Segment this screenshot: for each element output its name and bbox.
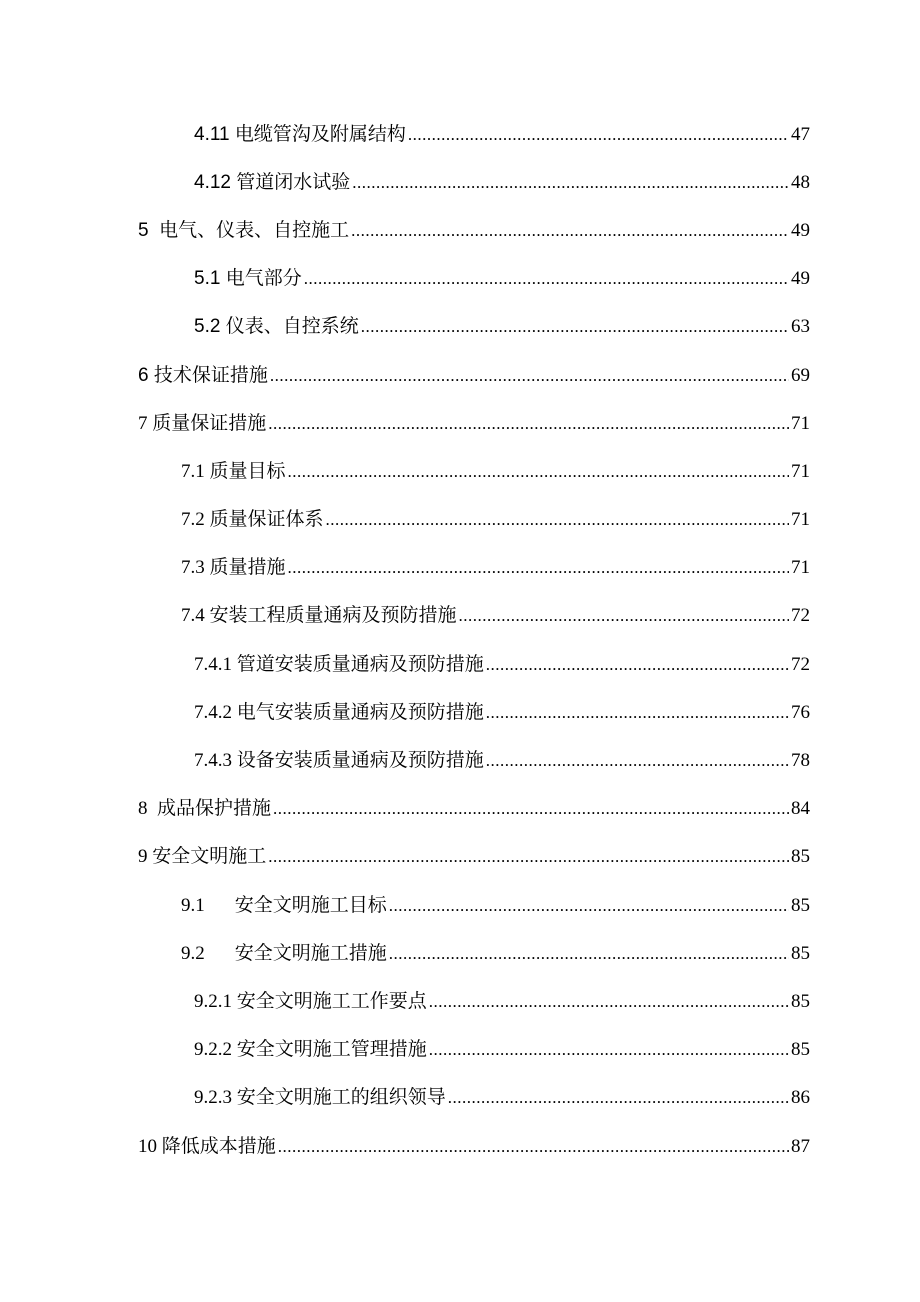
toc-entry[interactable]	[138, 361, 810, 391]
toc-entry[interactable]	[138, 409, 810, 439]
toc-entry-page: 87	[791, 1136, 810, 1157]
toc-entry[interactable]	[194, 120, 810, 150]
toc-entry-page: 84	[791, 798, 810, 819]
toc-entry[interactable]	[194, 1035, 810, 1065]
toc-entry[interactable]	[194, 698, 810, 728]
toc-entry[interactable]	[181, 505, 810, 535]
dot-leader	[408, 120, 789, 150]
toc-entry-page: 71	[791, 461, 810, 482]
dot-leader	[288, 553, 789, 583]
toc-entry-label: 5.2 仪表、自控系统	[194, 316, 359, 337]
dot-leader	[389, 939, 789, 969]
toc-entry-label: 7.3 质量措施	[181, 557, 286, 578]
dot-leader	[268, 842, 789, 872]
toc-entry-label: 8 成品保护措施	[138, 798, 272, 819]
toc-entry-label: 7.4 安装工程质量通病及预防措施	[181, 605, 457, 626]
toc-entry[interactable]	[181, 553, 810, 583]
toc-entry[interactable]	[138, 842, 810, 872]
dot-leader	[273, 794, 789, 824]
dot-leader	[326, 505, 789, 535]
toc-entry-page: 85	[791, 895, 810, 916]
toc-entry-title: 安全文明施工目标	[234, 895, 387, 916]
toc-entry[interactable]	[194, 746, 810, 776]
toc-entry-page: 48	[791, 172, 810, 193]
toc-entry-label: 9.2.2 安全文明施工管理措施	[194, 1039, 427, 1060]
toc-entry-page: 85	[791, 1039, 810, 1060]
dot-leader	[448, 1083, 789, 1113]
dot-leader	[486, 746, 789, 776]
toc-entry-label: 5 电气、仪表、自控施工	[138, 220, 350, 241]
toc-entry-page: 85	[791, 991, 810, 1012]
toc-entry[interactable]	[181, 939, 810, 969]
toc-entry-number: 9.2	[181, 943, 205, 964]
dot-leader	[352, 168, 789, 198]
toc-entry[interactable]	[181, 601, 810, 631]
dot-leader	[459, 601, 789, 631]
dot-leader	[429, 1035, 789, 1065]
toc-entry-label	[181, 939, 387, 969]
dot-leader	[268, 409, 789, 439]
dot-leader	[278, 1132, 789, 1162]
toc-entry-number: 9.1	[181, 895, 205, 916]
toc-entry-label: 5.1 电气部分	[194, 268, 302, 289]
toc-entry-title: 安全文明施工措施	[234, 943, 387, 964]
toc-entry[interactable]	[194, 1083, 810, 1113]
toc-entry[interactable]	[138, 216, 810, 246]
toc-entry-label	[181, 891, 387, 921]
toc-entry-label: 7.4.3 设备安装质量通病及预防措施	[194, 750, 484, 771]
toc-entry-page: 76	[791, 702, 810, 723]
toc-entry-page: 71	[791, 413, 810, 434]
toc-entry-label: 9.2.1 安全文明施工工作要点	[194, 991, 427, 1012]
toc-entry-page: 69	[791, 365, 810, 386]
dot-leader	[351, 216, 789, 246]
toc-entry-page: 49	[791, 268, 810, 289]
dot-leader	[486, 650, 789, 680]
toc-entry[interactable]	[194, 264, 810, 294]
toc-entry-label: 9 安全文明施工	[138, 846, 267, 867]
toc-entry-page: 63	[791, 316, 810, 337]
dot-leader	[270, 361, 789, 391]
toc-entry-label: 7.4.1 管道安装质量通病及预防措施	[194, 654, 484, 675]
toc-entry-page: 86	[791, 1087, 810, 1108]
dot-leader	[486, 698, 789, 728]
toc-entry-label: 7.2 质量保证体系	[181, 509, 324, 530]
toc-entry[interactable]	[138, 1132, 810, 1162]
toc-entry-label: 9.2.3 安全文明施工的组织领导	[194, 1087, 446, 1108]
toc-entry[interactable]	[194, 312, 810, 342]
toc-entry-page: 49	[791, 220, 810, 241]
toc-entry-page: 71	[791, 557, 810, 578]
toc-entry[interactable]	[194, 987, 810, 1017]
toc-entry[interactable]	[181, 457, 810, 487]
toc-entry-label: 4.12 管道闭水试验	[194, 172, 351, 193]
toc-entry-page: 78	[791, 750, 810, 771]
dot-leader	[389, 891, 789, 921]
dot-leader	[304, 264, 789, 294]
toc-entry-label: 10 降低成本措施	[138, 1136, 276, 1157]
toc-entry-page: 85	[791, 943, 810, 964]
toc-entry-page: 85	[791, 846, 810, 867]
toc-entry-label: 7 质量保证措施	[138, 413, 267, 434]
toc-entry[interactable]	[181, 891, 810, 921]
dot-leader	[361, 312, 789, 342]
toc-entry-label: 6 技术保证措施	[138, 365, 268, 386]
toc-entry[interactable]	[194, 168, 810, 198]
toc-entry-label: 7.4.2 电气安装质量通病及预防措施	[194, 702, 484, 723]
dot-leader	[288, 457, 789, 487]
dot-leader	[429, 987, 789, 1017]
toc-entry-page: 72	[791, 654, 810, 675]
toc-entry-label: 7.1 质量目标	[181, 461, 286, 482]
toc-entry-page: 71	[791, 509, 810, 530]
toc-entry[interactable]	[194, 650, 810, 680]
toc-entry[interactable]	[138, 794, 810, 824]
toc-entry-label: 4.11 电缆管沟及附属结构	[194, 124, 406, 145]
toc-entry-page: 47	[791, 124, 810, 145]
toc-entry-page: 72	[791, 605, 810, 626]
